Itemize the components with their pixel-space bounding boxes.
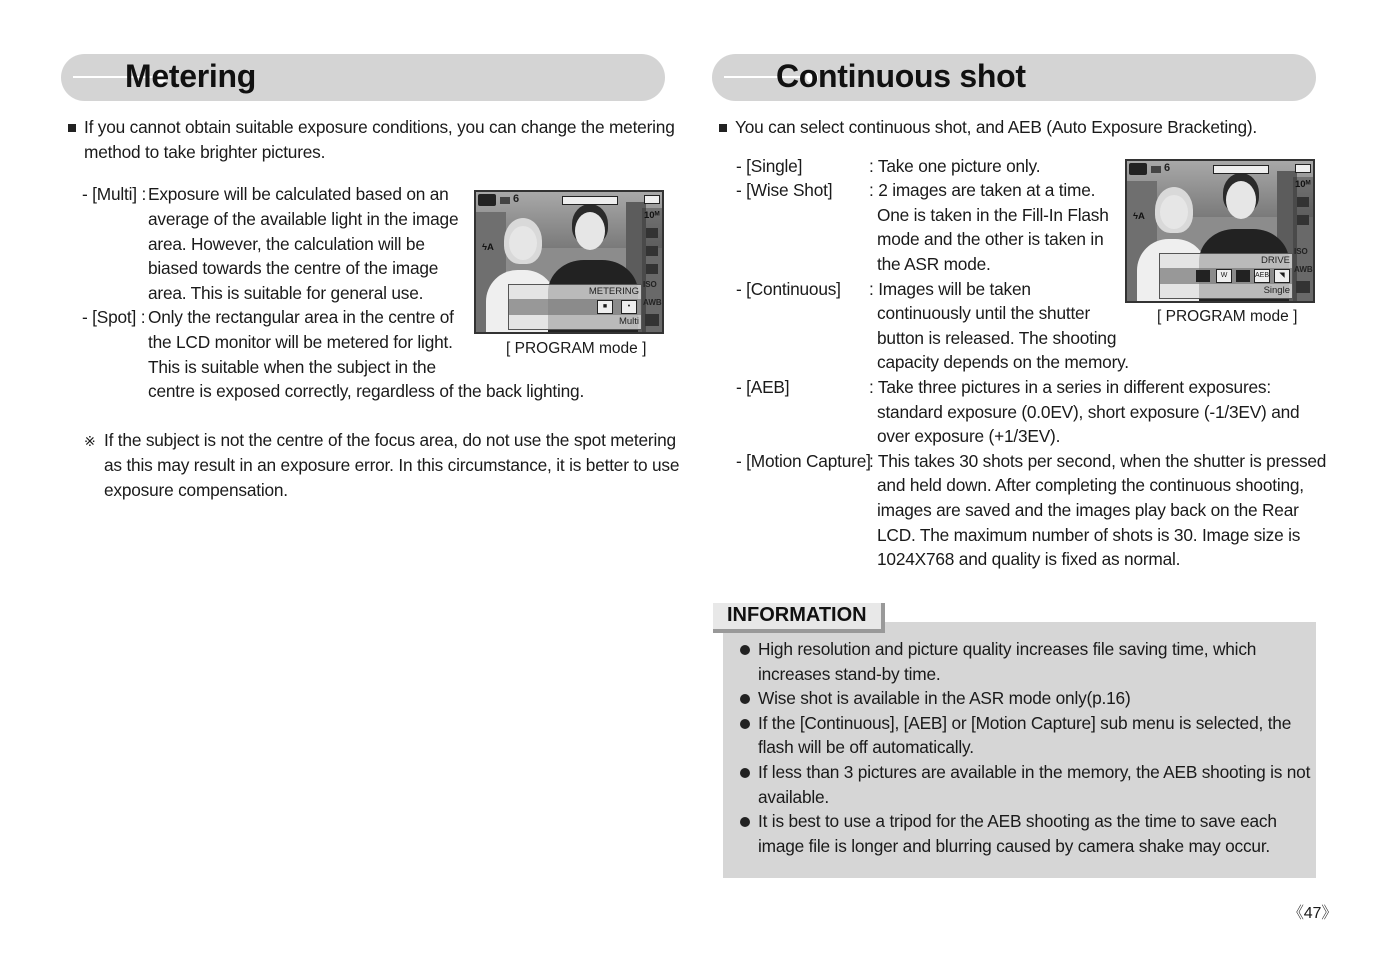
continuous-shot-title: Continuous shot [776,58,1026,94]
multi-line-4: biased towards the centre of the image [148,258,439,278]
flash-auto-icon: ϟA [482,242,494,253]
continuous-line-3: button is released. The shooting [877,328,1117,348]
information-tab [713,603,885,633]
drive-lcd-screenshot [1125,159,1315,303]
metering-intro-1: If you cannot obtain suitable exposure conditions, you can change the metering [84,117,675,137]
bullet-dot [740,645,750,655]
zoom-bar [562,196,618,205]
battery-icon [1295,164,1311,173]
resolution-icon: 10ᴹ [644,210,660,221]
single-line-1: : Take one picture only. [869,156,1041,176]
aeb-line-2: standard exposure (0.0EV), short exposure (-1/3EV) and [877,402,1300,422]
continuous-drive-icon [1236,270,1250,282]
continuous-intro: You can select continuous shot, and AEB (Auto Exposure Bracketing). [735,117,1258,137]
multi-metering-icon: ■ [597,300,613,314]
motion-capture-line-4: LCD. The maximum number of shots is 30. Image size is [877,525,1301,545]
spot-line-2: the LCD monitor will be metered for light. [148,332,453,352]
metering-caption: [ PROGRAM mode ] [506,340,647,357]
motion-capture-label: - [Motion Capture] [736,451,871,471]
metering-header [61,54,665,101]
drive-menu [1159,253,1293,299]
drive-icon [646,264,658,274]
metering-icon [1297,215,1309,225]
continuous-line-2: continuously until the shutter [877,303,1091,323]
shot-count: 6 [513,193,520,205]
note-mark: ※ [84,433,96,449]
continuous-shot-header [712,54,1316,101]
info-line-4: If the [Continuous], [AEB] or [Motion Capture] sub menu is selected, the [758,713,1292,733]
aeb-line-3: over exposure (+1/3EV). [877,426,1061,446]
multi-line-3: area. However, the calculation will be [148,234,425,254]
metering-icon [646,246,658,256]
camera-mode-icon [478,194,496,206]
quality-icon [1297,197,1309,207]
multi-line-2: average of the available light in the image [148,209,459,229]
metering-menu-title: METERING [588,286,639,297]
aeb-line-1: : Take three pictures in a series in different exposures: [869,377,1271,397]
info-line-3: Wise shot is available in the ASR mode only(p.16) [758,688,1131,708]
multi-line-5: area. This is suitable for general use. [148,283,424,303]
metering-lcd-screenshot [474,190,664,334]
spot-metering-icon: • [621,300,637,314]
info-line-2: increases stand-by time. [758,664,941,684]
bullet-square [68,124,76,132]
wise-shot-line-2: One is taken in the Fill-In Flash [877,205,1109,225]
drive-caption: [ PROGRAM mode ] [1157,308,1298,325]
resolution-icon: 10ᴹ [1295,179,1311,190]
iso-icon: ISO [1294,247,1308,256]
info-line-7: available. [758,787,830,807]
zoom-bar [1213,165,1269,174]
motion-capture-line-2: and held down. After completing the continuous shooting, [877,475,1304,495]
spot-line-1: Only the rectangular area in the centre of [148,307,454,327]
multi-line-1: Exposure will be calculated based on an [148,184,449,204]
quality-icon [646,228,658,238]
exposure-compensation-icon [645,314,659,326]
camera-mode-icon [1129,163,1147,175]
multi-label: - [Multi] : [82,184,147,204]
note-line-3: exposure compensation. [104,480,288,500]
drive-menu-title: DRIVE [1260,255,1290,266]
note-line-2: as this may result in an exposure error. In this circumstance, it is better to use [104,455,680,475]
memory-icon [500,197,510,204]
info-line-8: It is best to use a tripod for the AEB shooting as the time to save each [758,811,1277,831]
wise-shot-line-1: : 2 images are taken at a time. [869,180,1096,200]
spot-line-4: centre is exposed correctly, regardless of the back lighting. [148,381,585,401]
continuous-line-1: : Images will be taken [869,279,1031,299]
information-title: INFORMATION [727,604,867,626]
bullet-dot [740,694,750,704]
flash-auto-icon: ϟA [1133,211,1145,222]
spot-line-3: This is suitable when the subject in the [148,357,436,377]
exposure-compensation-icon [1296,281,1310,293]
memory-icon [1151,166,1161,173]
metering-title: Metering [125,58,256,94]
continuous-line-4: capacity depends on the memory. [877,352,1129,372]
battery-icon [644,195,660,204]
single-label: - [Single] [736,156,803,176]
metering-menu [508,284,642,330]
spot-label: - [Spot] : [82,307,146,327]
info-line-9: image file is longer and blurring caused by camera shake may occur. [758,836,1271,856]
iso-icon: ISO [643,280,657,289]
info-line-6: If less than 3 pictures are available in the memory, the AEB shooting is not [758,762,1311,782]
bullet-square [719,124,727,132]
bullet-dot [740,719,750,729]
wise-shot-label: - [Wise Shot] [736,180,833,200]
motion-capture-icon: ◥ [1274,269,1290,283]
bullet-dot [740,768,750,778]
info-line-1: High resolution and picture quality increases file saving time, which [758,639,1257,659]
aeb-icon: AEB [1254,269,1270,283]
wise-shot-line-4: the ASR mode. [877,254,991,274]
motion-capture-line-1: : This takes 30 shots per second, when the shutter is pressed [869,451,1327,471]
info-line-5: flash will be off automatically. [758,737,974,757]
aeb-label: - [AEB] [736,377,790,397]
single-drive-icon [1196,270,1210,282]
drive-menu-value: Single [1263,285,1290,296]
awb-icon: AWB [643,298,662,307]
continuous-label: - [Continuous] [736,279,841,299]
shot-count: 6 [1164,162,1171,174]
motion-capture-line-5: 1024X768 and quality is fixed as normal. [877,549,1181,569]
wise-shot-line-3: mode and the other is taken in [877,229,1104,249]
metering-intro-2: method to take brighter pictures. [84,142,326,162]
wise-shot-icon: W [1216,269,1232,283]
metering-menu-value: Multi [618,316,639,327]
page-number: 《47》 [1288,905,1337,922]
note-line-1: If the subject is not the centre of the focus area, do not use the spot metering [104,430,676,450]
motion-capture-line-3: images are saved and the images play back on the Rear [877,500,1299,520]
bullet-dot [740,817,750,827]
awb-icon: AWB [1294,265,1313,274]
